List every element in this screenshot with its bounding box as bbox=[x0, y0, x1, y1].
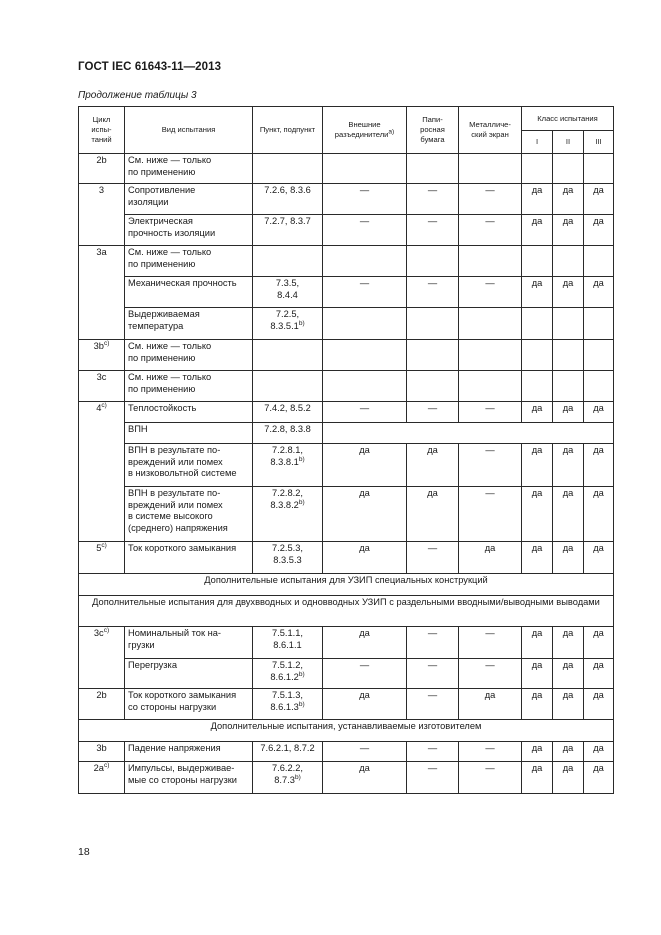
test-name-line: изоляции bbox=[128, 196, 169, 207]
empty-cell bbox=[553, 308, 584, 340]
clause-line: 7.2.5.3, bbox=[271, 543, 303, 553]
clause-line: 8.3.8.1 bbox=[270, 456, 299, 467]
clause-line: 7.3.5, bbox=[275, 278, 300, 288]
clause-cell bbox=[253, 742, 323, 762]
cycle-cell bbox=[79, 340, 125, 371]
cycle-label: 3a bbox=[96, 247, 107, 257]
clause-cell bbox=[253, 154, 323, 184]
test-name-cell bbox=[125, 627, 253, 659]
standard-header: ГОСТ IEC 61643-11—2013 bbox=[78, 61, 222, 73]
test-name-line: (среднего) напряжения bbox=[128, 522, 228, 533]
header-class-2: II bbox=[553, 131, 584, 154]
class-3-cell: да bbox=[584, 215, 614, 246]
metal-screen-cell: — bbox=[459, 659, 522, 689]
empty-cell bbox=[553, 371, 584, 402]
clause-cell bbox=[253, 542, 323, 574]
test-name-line: температура bbox=[128, 320, 184, 331]
test-name-line: вреждений или помех bbox=[128, 456, 223, 467]
clause-line: 8.6.1.2 bbox=[270, 671, 299, 682]
cycle-footnote: c) bbox=[103, 626, 110, 634]
metal-screen-cell: — bbox=[459, 277, 522, 308]
metal-screen-cell: — bbox=[459, 184, 522, 215]
ext-disconnectors-cell: да bbox=[323, 542, 407, 574]
clause-line: 8.6.1.3 bbox=[270, 701, 299, 712]
empty-cell bbox=[323, 371, 407, 402]
cycle-cell bbox=[79, 762, 125, 794]
header-clause: Пункт, подпункт bbox=[253, 107, 323, 154]
empty-cell bbox=[459, 340, 522, 371]
clause-cell bbox=[253, 340, 323, 371]
class-1-cell: да bbox=[522, 627, 553, 659]
cycle-label: 2b bbox=[96, 690, 107, 700]
tissue-paper-cell: да bbox=[407, 487, 459, 542]
clause-cell bbox=[253, 627, 323, 659]
empty-cell bbox=[323, 308, 407, 340]
empty-cell bbox=[522, 371, 553, 402]
clause-line: 7.5.1.1, bbox=[271, 628, 303, 638]
class-3-cell: да bbox=[584, 742, 614, 762]
ext-disconnectors-cell: — bbox=[323, 742, 407, 762]
test-name-line: вреждений или помех bbox=[128, 499, 223, 510]
test-name-cell bbox=[125, 246, 253, 277]
test-name-cell bbox=[125, 277, 253, 308]
tissue-paper-cell: — bbox=[407, 659, 459, 689]
header-ext-disconnectors bbox=[323, 107, 407, 154]
empty-cell bbox=[407, 308, 459, 340]
clause-line: 8.4.4 bbox=[277, 289, 298, 300]
clause-cell bbox=[253, 215, 323, 246]
class-3-cell: да bbox=[584, 402, 614, 423]
class-3-cell: да bbox=[584, 444, 614, 487]
ext-disconnectors-cell: — bbox=[323, 659, 407, 689]
class-2-cell: да bbox=[553, 487, 584, 542]
class-2-cell: да bbox=[553, 659, 584, 689]
test-name-line: Теплостойкость bbox=[128, 403, 197, 413]
header-cycle: Цикл испы-таний bbox=[79, 107, 125, 154]
test-name-line: См. ниже — только bbox=[128, 372, 212, 382]
metal-screen-cell: да bbox=[459, 542, 522, 574]
test-name-line: Номинальный ток на- bbox=[128, 628, 222, 638]
class-1-cell: да bbox=[522, 402, 553, 423]
clause-line: 7.4.2, 8.5.2 bbox=[264, 403, 311, 413]
clause-cell bbox=[253, 487, 323, 542]
empty-cell bbox=[323, 246, 407, 277]
ext-disconnectors-cell: да bbox=[323, 487, 407, 542]
class-3-cell: да bbox=[584, 689, 614, 720]
clause-line: 7.6.2.2, bbox=[271, 763, 303, 773]
empty-cell bbox=[407, 246, 459, 277]
test-name-line: Перегрузка bbox=[128, 660, 178, 670]
cycle-cell bbox=[79, 542, 125, 574]
tissue-paper-cell: — bbox=[407, 689, 459, 720]
clause-footnote: b) bbox=[298, 670, 305, 678]
ext-disconnectors-cell: — bbox=[323, 184, 407, 215]
test-name-line: ВПН в результате по- bbox=[128, 488, 221, 498]
empty-cell bbox=[584, 371, 614, 402]
class-3-cell: да bbox=[584, 542, 614, 574]
test-name-line: См. ниже — только bbox=[128, 155, 212, 165]
clause-cell bbox=[253, 277, 323, 308]
cycle-footnote: c) bbox=[103, 761, 110, 769]
empty-cell bbox=[584, 308, 614, 340]
class-2-cell: да bbox=[553, 277, 584, 308]
ext-disconnectors-cell: — bbox=[323, 215, 407, 246]
ext-disconnectors-cell: да bbox=[323, 444, 407, 487]
table-caption: Продолжение таблицы 3 bbox=[78, 90, 197, 101]
empty-cell bbox=[459, 246, 522, 277]
metal-screen-cell: да bbox=[459, 689, 522, 720]
clause-line: 8.6.1.1 bbox=[273, 639, 302, 650]
cycle-cell bbox=[79, 742, 125, 762]
metal-screen-cell: — bbox=[459, 627, 522, 659]
test-name-line: ВПН в результате по- bbox=[128, 445, 221, 455]
clause-line: 8.7.3 bbox=[274, 774, 295, 785]
clause-line: 7.2.8.1, bbox=[271, 445, 303, 455]
class-1-cell: да bbox=[522, 542, 553, 574]
clause-footnote: b) bbox=[298, 700, 305, 708]
cycle-cell bbox=[79, 154, 125, 184]
test-name-cell bbox=[125, 371, 253, 402]
class-3-cell: да bbox=[584, 659, 614, 689]
ext-disconnectors-cell: — bbox=[323, 277, 407, 308]
test-name-cell bbox=[125, 487, 253, 542]
clause-footnote: b) bbox=[298, 455, 305, 463]
test-name-line: Импульсы, выдерживае- bbox=[128, 763, 235, 773]
cycle-cell bbox=[79, 184, 125, 246]
class-2-cell: да bbox=[553, 689, 584, 720]
test-name-cell bbox=[125, 762, 253, 794]
empty-cell bbox=[553, 154, 584, 184]
test-name-line: Ток короткого замыкания bbox=[128, 690, 237, 700]
test-name-line: по применению bbox=[128, 383, 196, 394]
class-3-cell: да bbox=[584, 627, 614, 659]
test-name-cell bbox=[125, 154, 253, 184]
test-name-cell bbox=[125, 542, 253, 574]
cycle-cell bbox=[79, 689, 125, 720]
empty-cell bbox=[584, 246, 614, 277]
class-1-cell: да bbox=[522, 742, 553, 762]
test-name-line: мые со стороны нагрузки bbox=[128, 774, 237, 785]
test-name-cell bbox=[125, 444, 253, 487]
header-test-class: Класс испытания bbox=[522, 107, 614, 131]
test-name-cell bbox=[125, 184, 253, 215]
clause-cell bbox=[253, 402, 323, 423]
section-header: Дополнительные испытания, устанавливаемые изготовителем bbox=[79, 720, 614, 742]
cycle-label: 3b bbox=[96, 743, 107, 753]
class-3-cell: да bbox=[584, 762, 614, 794]
class-3-cell: да bbox=[584, 487, 614, 542]
cycle-label: 3b bbox=[93, 341, 104, 351]
test-name-line: Выдерживаемая bbox=[128, 309, 200, 319]
clause-cell bbox=[253, 762, 323, 794]
test-name-line: в системе высокого bbox=[128, 511, 213, 522]
table-body bbox=[79, 154, 614, 794]
class-1-cell: да bbox=[522, 215, 553, 246]
tissue-paper-cell: — bbox=[407, 215, 459, 246]
tissue-paper-cell: — bbox=[407, 277, 459, 308]
class-2-cell: да bbox=[553, 542, 584, 574]
empty-cell bbox=[459, 308, 522, 340]
clause-line: 7.6.2.1, 8.7.2 bbox=[260, 743, 315, 753]
class-2-cell: да bbox=[553, 444, 584, 487]
empty-merged-cell bbox=[323, 423, 614, 444]
metal-screen-cell: — bbox=[459, 215, 522, 246]
test-name-line: в низковольтной системе bbox=[128, 468, 237, 479]
test-name-cell bbox=[125, 742, 253, 762]
clause-line: 7.2.6, 8.3.6 bbox=[264, 185, 311, 195]
clause-footnote: b) bbox=[294, 773, 301, 781]
clause-line: 7.2.5, bbox=[275, 309, 300, 319]
empty-cell bbox=[522, 340, 553, 371]
test-name-cell bbox=[125, 423, 253, 444]
test-name-cell bbox=[125, 215, 253, 246]
test-name-line: См. ниже — только bbox=[128, 247, 212, 257]
empty-cell bbox=[553, 246, 584, 277]
empty-cell bbox=[407, 371, 459, 402]
class-2-cell: да bbox=[553, 215, 584, 246]
test-name-line: ВПН bbox=[128, 424, 148, 434]
clause-line: 7.2.7, 8.3.7 bbox=[264, 216, 311, 226]
clause-line: 7.5.1.3, bbox=[271, 690, 303, 700]
cycle-label: 3c bbox=[96, 372, 107, 382]
cycle-label: 5 bbox=[96, 543, 102, 553]
tissue-paper-cell: — bbox=[407, 402, 459, 423]
test-name-line: См. ниже — только bbox=[128, 341, 212, 351]
empty-cell bbox=[522, 246, 553, 277]
section-header: Дополнительные испытания для двухвводных и одновводных УЗИП с раздельными вводными/выводными выводами bbox=[79, 596, 614, 627]
test-name-line: Падение напряжения bbox=[128, 743, 221, 753]
test-name-cell bbox=[125, 402, 253, 423]
clause-cell bbox=[253, 371, 323, 402]
cycle-label: 3 bbox=[98, 185, 105, 195]
cycle-cell bbox=[79, 627, 125, 689]
header-ext-footnote: a) bbox=[388, 128, 395, 136]
empty-cell bbox=[522, 308, 553, 340]
header-ext-text: Внешние разъединители bbox=[334, 120, 389, 139]
clause-cell bbox=[253, 184, 323, 215]
class-3-cell: да bbox=[584, 277, 614, 308]
empty-cell bbox=[522, 154, 553, 184]
tissue-paper-cell: — bbox=[407, 762, 459, 794]
class-1-cell: да bbox=[522, 689, 553, 720]
empty-cell bbox=[407, 340, 459, 371]
ext-disconnectors-cell: да bbox=[323, 627, 407, 659]
test-name-line: грузки bbox=[128, 639, 155, 650]
empty-cell bbox=[553, 340, 584, 371]
class-1-cell: да bbox=[522, 277, 553, 308]
cycle-label: 4 bbox=[96, 403, 102, 413]
test-name-cell bbox=[125, 308, 253, 340]
clause-footnote: b) bbox=[298, 319, 305, 327]
metal-screen-cell: — bbox=[459, 742, 522, 762]
ext-disconnectors-cell: да bbox=[323, 762, 407, 794]
class-1-cell: да bbox=[522, 762, 553, 794]
empty-cell bbox=[323, 340, 407, 371]
clause-cell bbox=[253, 659, 323, 689]
test-name-line: Механическая прочность bbox=[128, 278, 237, 288]
cycle-cell bbox=[79, 402, 125, 542]
metal-screen-cell: — bbox=[459, 487, 522, 542]
test-name-cell bbox=[125, 659, 253, 689]
header-tissue-paper: Папи-росная бумага bbox=[407, 107, 459, 154]
header-class-1: I bbox=[522, 131, 553, 154]
test-name-cell bbox=[125, 689, 253, 720]
test-name-line: прочность изоляции bbox=[128, 227, 216, 238]
cycle-footnote: c) bbox=[101, 401, 107, 409]
clause-cell bbox=[253, 423, 323, 444]
cycle-label: 2a bbox=[93, 763, 104, 773]
test-name-cell bbox=[125, 340, 253, 371]
tissue-paper-cell: — bbox=[407, 627, 459, 659]
clause-line: 7.5.1.2, bbox=[271, 660, 303, 670]
empty-cell bbox=[584, 340, 614, 371]
empty-cell bbox=[459, 154, 522, 184]
class-3-cell: да bbox=[584, 184, 614, 215]
ext-disconnectors-cell: — bbox=[323, 402, 407, 423]
test-name-line: по применению bbox=[128, 352, 196, 363]
cycle-cell bbox=[79, 371, 125, 402]
clause-line: 8.3.5.3 bbox=[273, 554, 302, 565]
metal-screen-cell: — bbox=[459, 762, 522, 794]
cycle-label: 3c bbox=[93, 628, 104, 638]
class-2-cell: да bbox=[553, 402, 584, 423]
tissue-paper-cell: да bbox=[407, 444, 459, 487]
class-2-cell: да bbox=[553, 627, 584, 659]
test-name-line: Ток короткого замыкания bbox=[128, 543, 237, 553]
tissue-paper-cell: — bbox=[407, 184, 459, 215]
header-class-3: III bbox=[584, 131, 614, 154]
metal-screen-cell: — bbox=[459, 444, 522, 487]
page-number: 18 bbox=[78, 846, 90, 858]
test-name-line: по применению bbox=[128, 166, 196, 177]
cycle-footnote: c) bbox=[101, 541, 107, 549]
clause-line: 8.3.8.2 bbox=[270, 499, 299, 510]
class-2-cell: да bbox=[553, 762, 584, 794]
cycle-footnote: c) bbox=[103, 339, 110, 347]
metal-screen-cell: — bbox=[459, 402, 522, 423]
class-2-cell: да bbox=[553, 184, 584, 215]
empty-cell bbox=[459, 371, 522, 402]
test-name-line: Сопротивление bbox=[128, 185, 196, 195]
cycle-cell bbox=[79, 246, 125, 340]
empty-cell bbox=[323, 154, 407, 184]
empty-cell bbox=[584, 154, 614, 184]
class-1-cell: да bbox=[522, 444, 553, 487]
section-header: Дополнительные испытания для УЗИП специальных конструкций bbox=[79, 574, 614, 596]
test-name-line: со стороны нагрузки bbox=[128, 701, 217, 712]
class-1-cell: да bbox=[522, 184, 553, 215]
tissue-paper-cell: — bbox=[407, 542, 459, 574]
ext-disconnectors-cell: да bbox=[323, 689, 407, 720]
clause-line: 8.3.5.1 bbox=[270, 320, 299, 331]
test-name-line: по применению bbox=[128, 258, 196, 269]
empty-cell bbox=[407, 154, 459, 184]
header-test: Вид испытания bbox=[125, 107, 253, 154]
clause-cell bbox=[253, 308, 323, 340]
tissue-paper-cell: — bbox=[407, 742, 459, 762]
clause-cell bbox=[253, 444, 323, 487]
clause-line: 7.2.8, 8.3.8 bbox=[264, 424, 311, 434]
clause-cell bbox=[253, 246, 323, 277]
class-2-cell: да bbox=[553, 742, 584, 762]
test-name-line: Электрическая bbox=[128, 216, 193, 226]
clause-cell bbox=[253, 689, 323, 720]
clause-line: 7.2.8.2, bbox=[271, 488, 303, 498]
test-table bbox=[78, 106, 614, 794]
clause-footnote: b) bbox=[298, 498, 305, 506]
header-metal-screen: Металличе-ский экран bbox=[459, 107, 522, 154]
cycle-label: 2b bbox=[96, 155, 107, 165]
class-1-cell: да bbox=[522, 487, 553, 542]
class-1-cell: да bbox=[522, 659, 553, 689]
